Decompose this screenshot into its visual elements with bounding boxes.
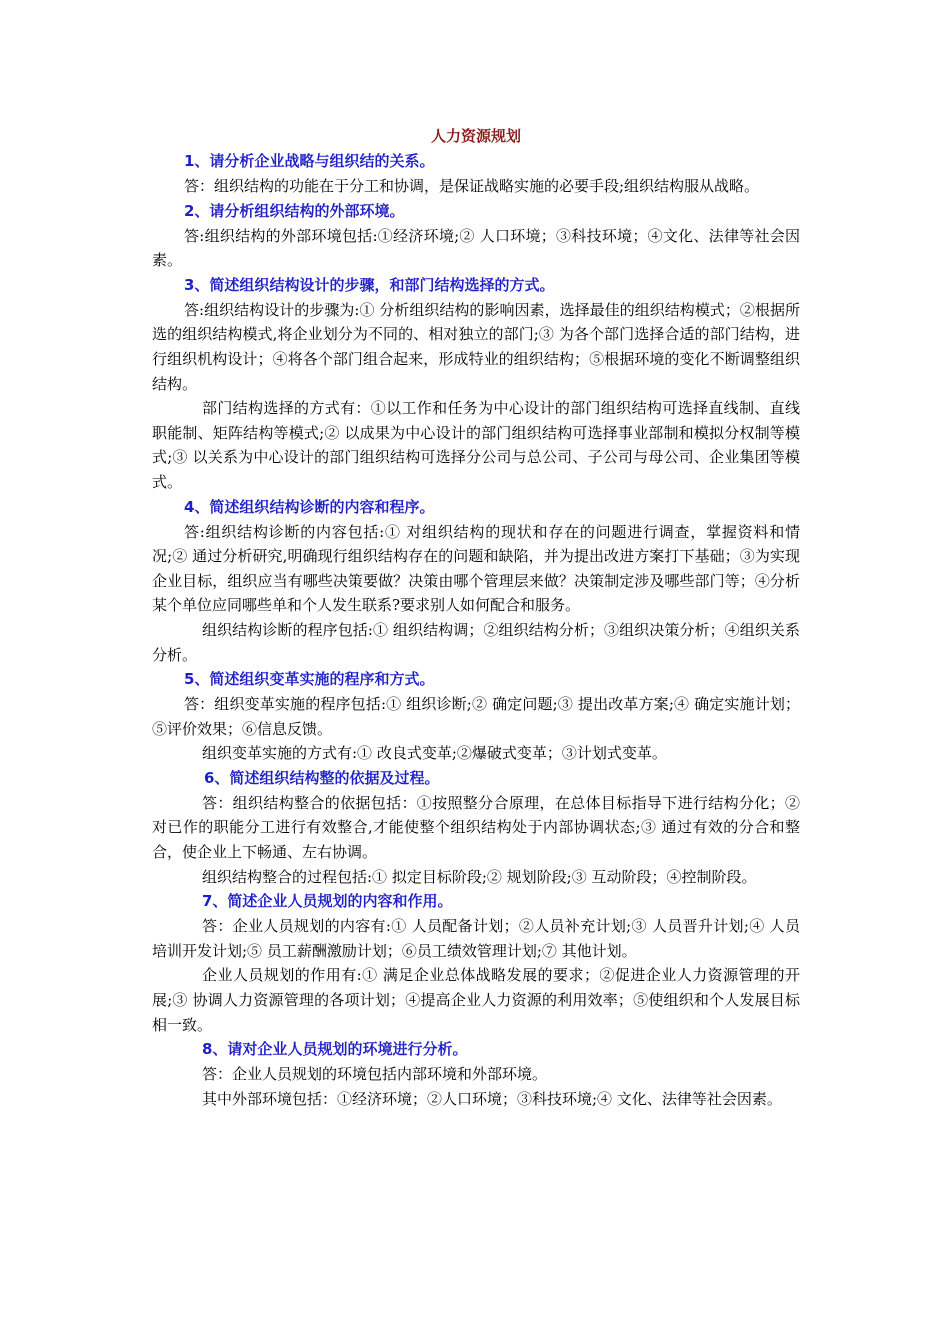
section-6 <box>152 766 800 889</box>
section-heading: 6、简述组织结构整的依据及过程。 <box>204 768 440 787</box>
section-8 <box>152 1037 800 1111</box>
section-heading: 3、简述组织结构设计的步骤，和部门结构选择的方式。 <box>184 275 555 294</box>
document-page <box>152 124 800 1111</box>
section-1 <box>152 149 800 199</box>
section-paragraph: 答:组织结构设计的步骤为:① 分析组织结构的影响因素，选择最佳的组织结构模式；②根据所选的组织结构模式,将企业划分为不同的、相对独立的部门;③ 为各个部门选择合适的部门结构，进行组织机构设计；④将各个部门组合起来，形成特业的组织结构；⑤根据环境的变化不断调整组织结构。 <box>152 300 800 393</box>
section-paragraph: 组织变革实施的方式有:① 改良式变革;②爆破式变革；③计划式变革。 <box>202 744 667 763</box>
section-paragraph: 答：企业人员规划的环境包括内部环境和外部环境。 <box>202 1065 548 1084</box>
section-heading: 2、请分析组织结构的外部环境。 <box>184 201 405 220</box>
section-paragraph: 答:组织结构的外部环境包括:①经济环境;② 人口环境；③科技环境；④文化、法律等社会因素。 <box>152 226 800 270</box>
section-7 <box>152 889 800 1037</box>
section-2 <box>152 199 800 273</box>
document-title: 人力资源规划 <box>430 127 521 145</box>
section-paragraph: 答:组织结构诊断的内容包括:① 对组织结构的现状和存在的问题进行调查，掌握资料和情况;② 通过分析研究,明确现行组织结构存在的问题和缺陷，并为提出改进方案打下基础；③为实现企业目标，组织应当有哪些决策要做？决策由哪个管理层来做？决策制定涉及哪些部门等；④分析某个单位应同哪些单和个人发生联系?要求别人如何配合和服务。 <box>152 522 800 615</box>
section-paragraph: 答：组织结构的功能在于分工和协调，是保证战略实施的必要手段;组织结构服从战略。 <box>184 177 760 195</box>
section-paragraph: 组织结构整合的过程包括:① 拟定目标阶段;② 规划阶段;③ 互动阶段；④控制阶段。 <box>202 867 757 886</box>
section-paragraph: 企业人员规划的作用有:① 满足企业总体战略发展的要求；②促进企业人力资源管理的开展;③ 协调人力资源管理的各项计划；④提高企业人力资源的利用效率；⑤使组织和个人发展目标相一致。 <box>152 966 800 1034</box>
section-heading: 1、请分析企业战略与组织结的关系。 <box>184 152 435 170</box>
section-paragraph: 其中外部环境包括：①经济环境；②人口环境；③科技环境;④ 文化、法律等社会因素。 <box>202 1089 782 1108</box>
section-heading: 8、请对企业人员规划的环境进行分析。 <box>202 1040 468 1059</box>
section-paragraph: 组织结构诊断的程序包括:① 组织结构调；②组织结构分析；③组织决策分析；④组织关系分析。 <box>152 620 800 664</box>
section-paragraph: 部门结构选择的方式有：①以工作和任务为中心设计的部门组织结构可选择直线制、直线职能制、矩阵结构等模式;② 以成果为中心设计的部门组织结构可选择事业部制和模拟分权制等模式;③ 以关系为中心设计的部门组织结构可选择分公司与总公司、子公司与母公司、企业集团等模式。 <box>152 399 800 491</box>
section-paragraph: 答：组织结构整合的依据包括：①按照整分合原理，在总体目标指导下进行结构分化；②对已作的职能分工进行有效整合,才能使整个组织结构处于内部协调状态;③ 通过有效的分合和整合，使企业上下畅通、左右协调。 <box>152 793 800 862</box>
section-paragraph: 答：企业人员规划的内容有:① 人员配备计划；②人员补充计划;③ 人员晋升计划;④ 人员培训开发计划;⑤ 员工薪酬激励计划；⑥员工绩效管理计划;⑦ 其他计划。 <box>152 917 800 960</box>
section-5 <box>152 667 800 766</box>
section-heading: 5、简述组织变革实施的程序和方式。 <box>184 670 435 689</box>
section-paragraph: 答：组织变革实施的程序包括:① 组织诊断;② 确定问题;③ 提出改革方案;④ 确定实施计划；⑤评价效果；⑥信息反馈。 <box>152 695 800 738</box>
section-4 <box>152 495 800 668</box>
section-heading: 4、简述组织结构诊断的内容和程序。 <box>184 497 435 516</box>
section-3 <box>152 273 800 495</box>
section-heading: 7、简述企业人员规划的内容和作用。 <box>202 892 453 911</box>
